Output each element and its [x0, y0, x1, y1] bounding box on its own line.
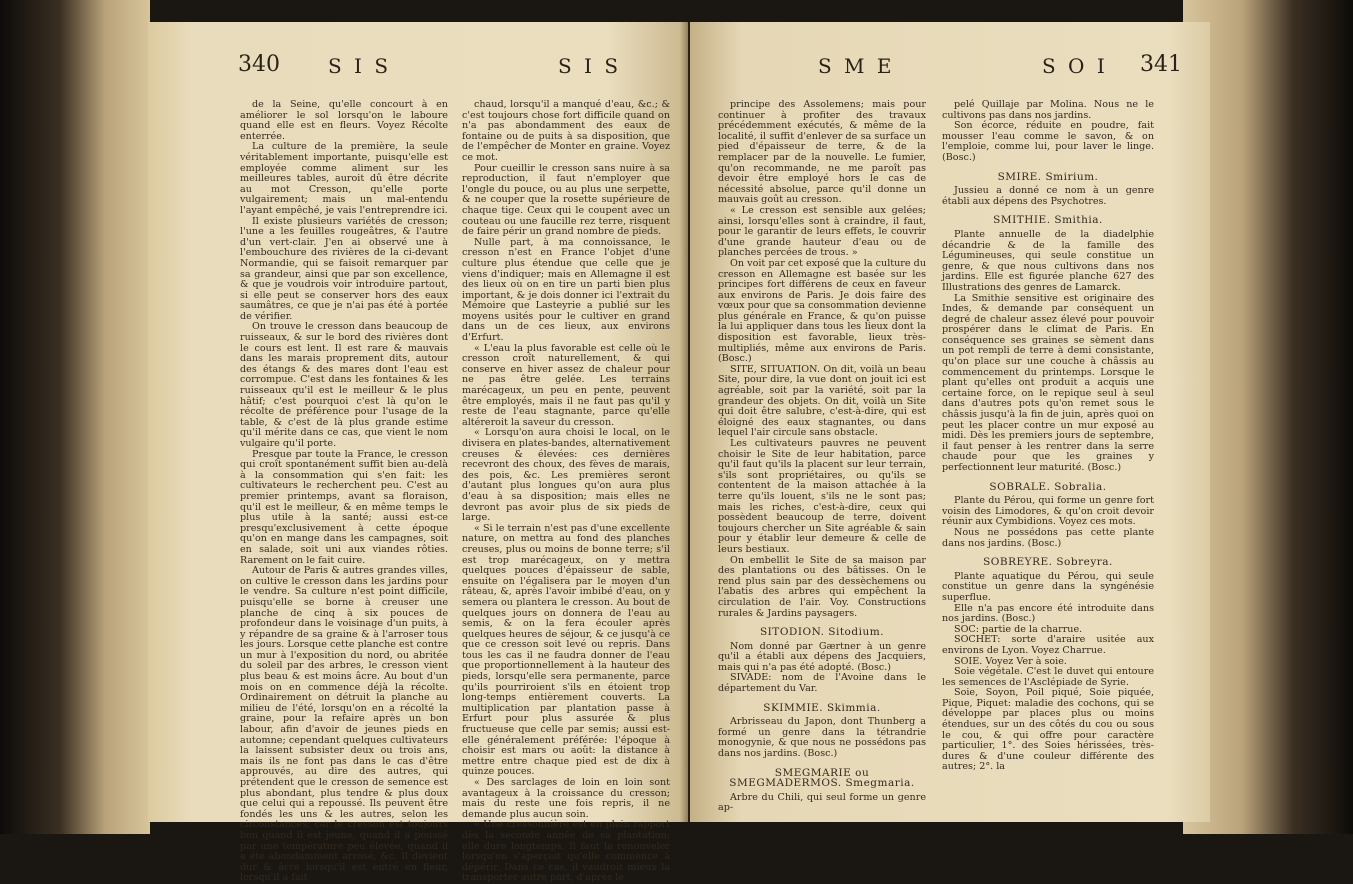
entry-text: Arbre du Chili, qui seul forme un genre ap- — [718, 791, 926, 814]
paragraph: On trouve le cresson dans beaucoup de ruisseaux, & sur le bord des rivières dont le cours est lent. Il est rare & mauvais dans les marais proprement dits, autour des étangs & des mares dont l'eau est corrompue. C'est dans les fontaines & les ruisseaux qu'il est le meilleur & le plus hâtif; c'est pourquoi c'est là qu'on le récolte de préférence pour l'usage de la table, & c'est de là plus grande estime qu'il mérite dans ce cas, que vient le nom vulgaire qu'il porte. — [240, 321, 448, 449]
left-column-1 — [240, 100, 448, 884]
paragraph: Les cultivateurs pauvres ne peuvent choisir le Site de leur habitation, parce qu'il faut qu'ils la placent sur leur terrain, s'ils sont propriétaires, ou qu'ils se contentent de la maison attachée à la terre qu'ils louent, s'ils ne le sont pas; mais les riches, c'est-à-dire, ceux qui possèdent beaucoup de terre, doivent toujours chercher un Site agréable & sain pour y établir leur demeure & celle de leurs bestiaux. — [718, 438, 926, 555]
entry-text: La Smithie sensitive est originaire des Indes, & demande par conséquent un degré de chaleur assez élevé pour pouvoir prospérer dans le climat de Paris. En conséquence ses graines se sèment dans un pot rempli de terre à demi consistante, qu'on place sur une couche à châssis au commencement du printemps. Lorsque le plant qu'elles ont produit a acquis une certaine force, on le repique seul à seul dans d'autres pots qu'on remet sous le châssis jusqu'à la fin de juin, après quoi on peut les placer contre un mur exposé au midi. Dès les premiers jours de septembre, il faut penser à les rentrer dans la serre chaude pour que les graines y perfectionnent leur maturité. (Bosc.) — [942, 292, 1154, 473]
entry-heading: SMEGMARIE ou SMEGMADERMOS. Smegmaria. — [729, 766, 915, 790]
page-number-right: 341 — [1140, 52, 1182, 77]
paragraph: Presque par toute la France, le cresson qui croît spontanément suffit bien au-delà à la consommation qui s'en fait: les cultivateurs le recherchent peu. C'est au premier printemps, avant sa floraison, qu'il est le meilleur, & en même temps le plus utile à la santé; aussi est-ce presqu'exclusivement à cette époque qu'on en mange dans les campagnes, soit en salade, soit uni aux viandes rôties. Rarement on le fait cuire. — [240, 448, 448, 566]
paragraph: « L'eau la plus favorable est celle où le cresson croît naturellement, & qui conserve en hiver assez de chaleur pour ne pas être gelée. Les terrains marécageux, un peu en pente, peuvent être employés, mais il ne faut pas qu'il y reste de l'eau stagnante, parce qu'elle altéreroit la saveur du cresson. — [462, 342, 670, 428]
entry-text: Arbrisseau du Japon, dont Thunberg a formé un genre dans la tétrandrie monogynie, & que nous ne possédons pas dans nos jardins. (Bosc.) — [718, 716, 926, 760]
paragraph: On embellit le Site de sa maison par des plantations ou des bâtisses. On le rend plus sain par des dessèchemens ou l'abatis des arbres qui empêchent la circulation de l'air. Voy. Constructions rurales & Jardins paysagers. — [718, 554, 926, 619]
entry-text: SOC: partie de la charrue. — [954, 623, 1083, 635]
entry-heading: SKIMMIE. Skimmia. — [763, 701, 881, 714]
entry-heading: SOBRALE. Sobralia. — [989, 480, 1107, 493]
entry-text: SOIE. Voyez Ver à soie. — [954, 655, 1067, 667]
entry-heading: SOBREYRE. Sobreyra. — [983, 556, 1113, 569]
paragraph: « Lorsqu'on aura choisi le local, on le divisera en plates-bandes, alternativement creuses & élevées: ces dernières recevront des choux, des fèves de marais, des pois, &c. Les premières seront d'autant plus longues qu'on aura plus d'eau à sa disposition; mais elles ne devront pas avoir plus de six pieds de large. — [462, 427, 670, 524]
entry-text: SIVADE: nom de l'Avoine dans le département du Var. — [718, 672, 926, 695]
running-head-right-2: S O I — [1042, 54, 1108, 78]
entry-text: Son écorce, réduite en poudre, fait mousser l'eau comme le savon, & on l'emploie, comme lui, pour laver le linge. (Bosc.) — [942, 120, 1154, 163]
entry-heading: SMIRE. Smirium. — [997, 170, 1099, 183]
paragraph: chaud, lorsqu'il a manqué d'eau, &c.; & c'est toujours chose fort difficile quand on n'a pas abondamment des eaux de fontaine ou de puits à sa disposition, que de l'empêcher de Monter en graine. Voyez ce mot. — [462, 99, 670, 163]
entry-text: Plante aquatique du Pérou, qui seule constitue un genre dans la syngénésie superflue. — [942, 570, 1154, 603]
paragraph: « Une cressonnière est en plein rapport dès la seconde année de sa plantation; elle dure longtemps. Il faut la renouveler lorsqu'on s'aperçoit qu'elle commence à dépérir. Dans ce cas, il vaudroit mieux la transporter autre part, d'après le — [462, 819, 670, 884]
paragraph: Il existe plusieurs variétés de cresson; l'une a les feuilles rougeâtres, & l'autre d'un vert-clair. J'en ai observé une à l'embouchure des rivières de la ci-devant Normandie, qui se faisoit remarquer par sa grandeur, ainsi que par son excellence, & que je voudrois voir introduire partout, si elle peut se conserver hors des eaux saumâtres, ce que je n'ai pas été à portée de vérifier. — [240, 215, 448, 322]
entry-text: Elle n'a pas encore été introduite dans nos jardins. (Bosc.) — [942, 602, 1154, 625]
left-page — [148, 22, 688, 884]
entry-text: Plante du Pérou, qui forme un genre fort voisin des Limodores, & qu'on croit devoir réunir aux Cymbidions. Voyez ces mots. — [942, 495, 1154, 528]
paragraph: La culture de la première, la seule véritablement importante, puisqu'elle est employée comme aliment sur les meilleures tables, auroit dû être décrite au mot Cresson, qu'elle porte vulgairement; mais un mal-entendu l'ayant empêché, je vais l'entreprendre ici. — [240, 141, 448, 216]
paragraph: « Des sarclages de loin en loin sont avantageux à la croissance du cresson; mais du reste une fois repris, il ne demande plus aucun soin. — [462, 777, 670, 820]
paragraph: Nulle part, à ma connoissance, le cresson n'est en France l'objet d'une culture plus étendue que celle que je viens d'indiquer; mais en Allemagne il est des lieux où on en tire un parti bien plus important, & je dois donner ici l'extrait du Mémoire que Lasteyrie a publié sur les moyens usités pour le cultiver en grand dans un de ces lieux, aux environs d'Erfurt. — [462, 236, 670, 344]
left-column-2 — [462, 100, 670, 884]
paragraph: de la Seine, qu'elle concourt à en améliorer le sol lorsqu'on le laboure quand elle est en fleurs. Voyez Récolte enterrée. — [240, 99, 448, 142]
paragraph: On voit par cet exposé que la culture du cresson en Allemagne est basée sur les principes fort différens de ceux en faveur aux environs de Paris. Je dois faire des vœux pour que sa consommation devienne plus générale en France, & qu'on puisse la lui appliquer dans tous les lieux dont la disposition est favorable, lieux très-multipliés, même aux environs de Paris. (Bosc.) — [718, 257, 926, 365]
paragraph: « Si le terrain n'est pas d'une excellente nature, on mettra au fond des planches creuses, plus ou moins de bonne terre; s'il est trop marécageux, on y mettra quelques pouces d'épaisseur de sable, ensuite on l'égalisera par le moyen d'un râteau, &, après l'avoir imbibé d'eau, on y semera ou plantera le cresson. Au bout de quelques jours on donnera de l'eau au semis, & on la fera écouler après quelques heures de séjour, & ce jusqu'à ce que ce cresson soit levé ou repris. Dans tous les cas il ne faudra donner de l'eau que proportionnellement à la hauteur des pieds, lorsqu'elle sera permanente, parce qu'ils pourriroient s'ils en étoient trop long-temps entièrement couverts. La multiplication par plantation passe à Erfurt pour plus assurée & plus fructueuse que celle par semis; aussi est-elle généralement préférée: l'époque à choisir est mars ou août: la distance à mettre entre chaque pied est de dix à quinze pouces. — [462, 522, 670, 778]
right-column-2 — [942, 100, 1154, 773]
running-head-right-1: S M E — [818, 54, 895, 78]
entry-text: Plante annuelle de la diadelphie décandrie & de la famille des Légumineuses, qui seule constitue un genre, & que nous cultivons dans nos jardins. Elle est figurée planche 627 des Illustrations des genres de Lamarck. — [942, 228, 1154, 293]
running-head-left-1: S I S — [328, 54, 392, 78]
paragraph: Pour cueillir le cresson sans nuire à sa reproduction, il faut n'employer que l'ongle du pouce, ou au plus une serpette, & ne couper que la rosette supérieure de chaque tige. Ceux qui le coupent avec un couteau ou une faucille rez terre, risquent de faire périr un grand nombre de pieds. — [462, 162, 670, 238]
entry-heading: SMITHIE. Smithia. — [993, 214, 1103, 227]
right-page — [690, 22, 1210, 822]
entry-text: Soie, Soyon, Poil piqué, Soie piquée, Pique, Piquet: maladie des cochons, qui se développe par places plus ou moins étendues, sur un des côtés du cou ou sous le cou, & qui offre pour caractère particulier, 1°. des Soies hérissées, très-dures & d'une couleur différente des autres; 2°. la — [942, 687, 1154, 773]
paragraph: principe des Assolemens; mais pour continuer à profiter des travaux précédemment exécutés, & même de la localité, il suffit d'enlever de sa surface un pied d'épaisseur de terre, & de la remplacer par de la nouvelle. Le fumier, qu'on recommande, ne me paroît pas devoir être employé hors le cas de nécessité absolue, parce qu'il donne un mauvais goût au cresson. — [718, 99, 926, 206]
paragraph: Autour de Paris & autres grandes villes, on cultive le cresson dans les jardins pour le vendre. Sa culture n'est point difficile, puisqu'elle se borne à creuser une planche de cinq à six pouces de profondeur dans le voisinage d'un puits, à y répandre de sa graine & à l'arroser tous les jours. Lorsque cette planche est contre un mur à l'exposition du nord, ou abritée du soleil par des arbres, le cresson vient plus beau & est moins âcre. Au bout d'un mois on en commence déjà la récolte. Ordinairement on détruit la planche au milieu de l'été, lorsqu'on en a récolté la graine, pour la refaire après un bon labour, afin d'avoir de jeunes pieds en automne; cependant quelques cultivateurs la laissent subsister deux ou trois ans, mais ils ne font pas dans le cas d'être approuvés, au dire des autres, qui prétendent que le cresson de semence est plus abondant, plus tendre & plus doux que celui qui a repoussé. Ils peuvent être fondés les uns & les autres, selon les circonstances; car le cresson est toujours bon quand il est jeune, quand il a poussé par une température peu élevée, quand il a été abondamment arrosé, &c. Il devient dur & âcre lorsqu'il est entré en fleur, lorsqu'il a fait — [240, 565, 448, 884]
entry-text: SOCHET: sorte d'araire usitée aux environs de Lyon. Voyez Charrue. — [942, 634, 1154, 656]
paragraph: « Le cresson est sensible aux gelées; ainsi, lorsqu'elles sont à craindre, il faut, pour le garantir de leurs effets, le couvrir d'une grande hauteur d'eau ou de planches percées de trous. » — [718, 204, 926, 259]
entry-text: pelé Quillaje par Molina. Nous ne le cultivons pas dans nos jardins. — [942, 99, 1154, 121]
entry-text: Soie végétale. C'est le duvet qui entoure les semences de l'Asclépiade de Syrie. — [942, 666, 1154, 688]
entry-text: Jussieu a donné ce nom à un genre établi aux dépens des Psychotres. — [942, 185, 1154, 207]
paragraph: SITE, SITUATION. On dit, voilà un beau Site, pour dire, la vue dont on jouit ici est agréable, soit par la variété, soit par la grandeur des objets. On dit, voilà un Site qui doit être salubre, c'est-à-dire, qui est éloigné des eaux stagnantes, ou dans lequel l'air circule sans obstacle. — [718, 363, 926, 439]
right-column-1 — [718, 100, 926, 814]
entry-heading: SITODION. Sitodium. — [759, 626, 885, 639]
running-head-left-2: S I S — [558, 54, 622, 78]
entry-text: Nom donné par Gærtner à un genre qu'il a établi aux dépens des Jacquiers, mais qui n'a pas été adopté. (Bosc.) — [718, 640, 926, 673]
page-number-left: 340 — [238, 52, 280, 77]
left-page-edges — [0, 0, 150, 834]
entry-text: Nous ne possédons pas cette plante dans nos jardins. (Bosc.) — [942, 526, 1154, 549]
